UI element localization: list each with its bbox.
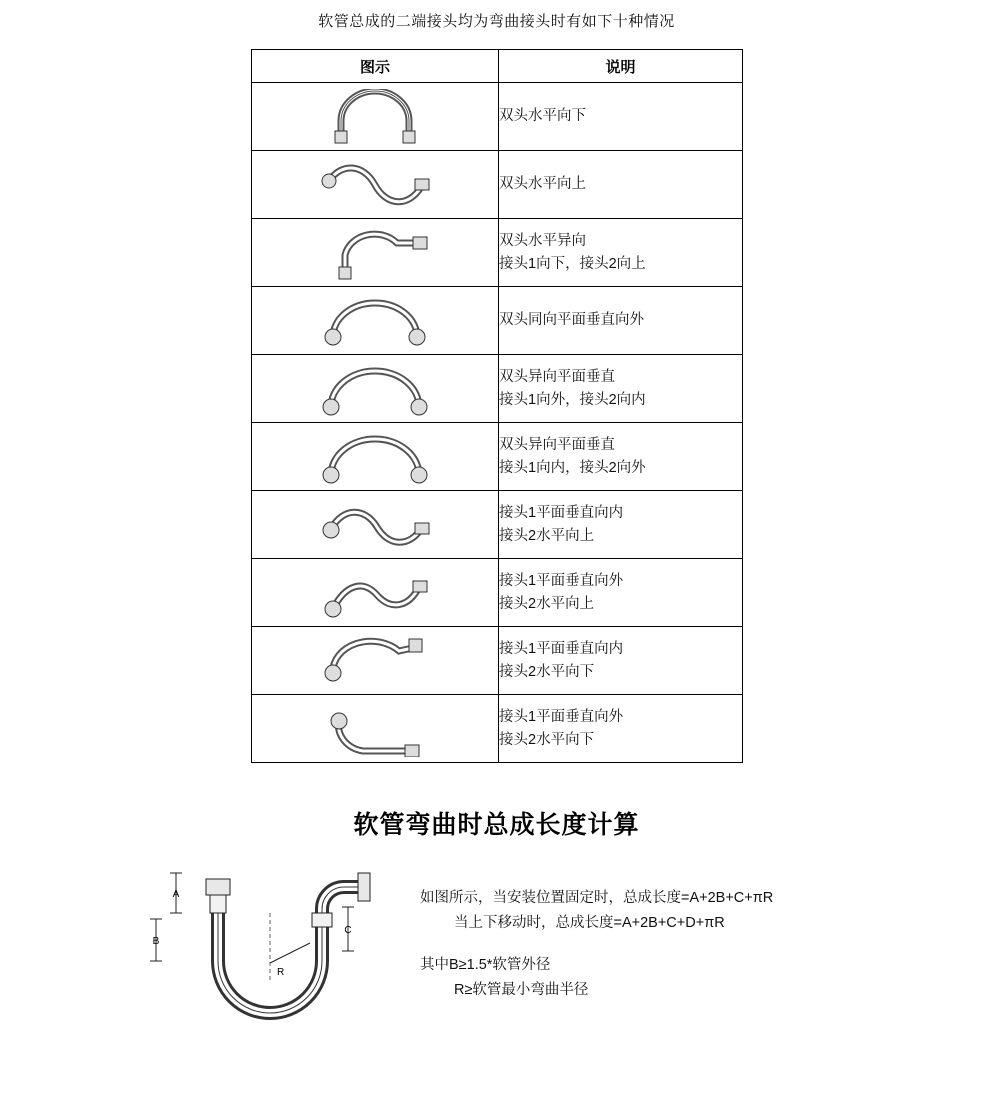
figure-cell [252, 491, 499, 559]
dimension-label-r: R [277, 967, 285, 978]
description-line: 接头1向下，接头2向上 [499, 255, 646, 272]
table-row [252, 83, 743, 151]
figure-cell [252, 151, 499, 219]
hose-c-vert-out-icon [305, 701, 445, 757]
cases-table [251, 49, 743, 763]
hose-arch-diff-2-icon [305, 429, 445, 485]
description-line: 接头2水平向上 [499, 595, 595, 612]
calc-line-4: R≥软管最小弯曲半径 [454, 982, 589, 999]
calc-line-2: 当上下移动时，总成长度=A+2B+C+D+πR [454, 915, 725, 932]
calc-section-title: 软管弯曲时总成长度计算 [353, 811, 640, 839]
figure-cell [252, 695, 499, 763]
hose-s-vert-in-icon [305, 497, 445, 553]
figure-cell [252, 83, 499, 151]
description-line: 双头水平异向 [499, 233, 586, 250]
table-row [252, 151, 743, 219]
table-row [252, 287, 743, 355]
description-line: 接头2水平向上 [499, 527, 595, 544]
hose-c-vert-in-icon [305, 633, 445, 689]
table-row [252, 355, 743, 423]
calc-line-3: 其中B≥1.5*软管外径 [420, 956, 551, 973]
hose-length-diagram [140, 851, 400, 1081]
description-line: 双头异向平面垂直 [499, 437, 615, 454]
description-cell [499, 423, 743, 491]
description-line: 双头同向平面垂直向外 [499, 312, 644, 329]
description-line: 接头1向外，接头2向内 [499, 391, 646, 408]
description-line: 接头1平面垂直向内 [499, 505, 624, 522]
figure-cell [252, 287, 499, 355]
description-cell [499, 83, 743, 151]
calc-spacer [420, 937, 773, 953]
figure-cell [252, 219, 499, 287]
table-row [252, 695, 743, 763]
description-line: 接头2水平向下 [499, 731, 595, 748]
description-cell [499, 627, 743, 695]
calc-line-1: 如图所示，当安装位置固定时，总成长度=A+2B+C+πR [420, 890, 774, 906]
description-line: 双头水平向上 [499, 176, 586, 193]
column-header-figure: 图示 [252, 50, 499, 83]
description-cell [499, 287, 743, 355]
page-title: 软管总成的二端接头均为弯曲接头时有如下十种情况 [318, 13, 675, 30]
table-header-row [252, 50, 743, 83]
table-row [252, 627, 743, 695]
hose-arch-same-out-icon [305, 293, 445, 349]
figure-cell [252, 355, 499, 423]
hose-s-vert-out-icon [305, 565, 445, 621]
description-cell [499, 559, 743, 627]
description-cell [499, 491, 743, 559]
dimension-label-b: B [152, 936, 160, 947]
description-cell [499, 151, 743, 219]
figure-cell [252, 559, 499, 627]
figure-cell [252, 423, 499, 491]
description-line: 接头2水平向下 [499, 663, 595, 680]
table-row [252, 219, 743, 287]
cases-table-wrapper [251, 49, 742, 763]
figure-cell [252, 627, 499, 695]
description-line: 接头1平面垂直向外 [499, 573, 624, 590]
dimension-label-c: C [344, 925, 352, 936]
description-line: 接头1向内，接头2向外 [499, 459, 646, 476]
calc-section [0, 851, 993, 1081]
description-line: 接头1平面垂直向内 [499, 641, 624, 658]
description-line: 接头1平面垂直向外 [499, 709, 624, 726]
hose-c-mixed-icon [305, 225, 445, 281]
hose-s-up-icon [305, 157, 445, 213]
hose-u-down-icon [305, 89, 445, 145]
table-row [252, 559, 743, 627]
description-cell [499, 219, 743, 287]
hose-arch-diff-1-icon [305, 361, 445, 417]
table-row [252, 491, 743, 559]
dimension-label-a: A [172, 889, 180, 900]
description-line: 双头水平向下 [499, 108, 586, 125]
description-cell [499, 355, 743, 423]
calc-text-block [420, 886, 773, 1004]
description-line: 双头异向平面垂直 [499, 369, 615, 386]
column-header-description: 说明 [499, 50, 743, 83]
description-cell [499, 695, 743, 763]
table-row [252, 423, 743, 491]
